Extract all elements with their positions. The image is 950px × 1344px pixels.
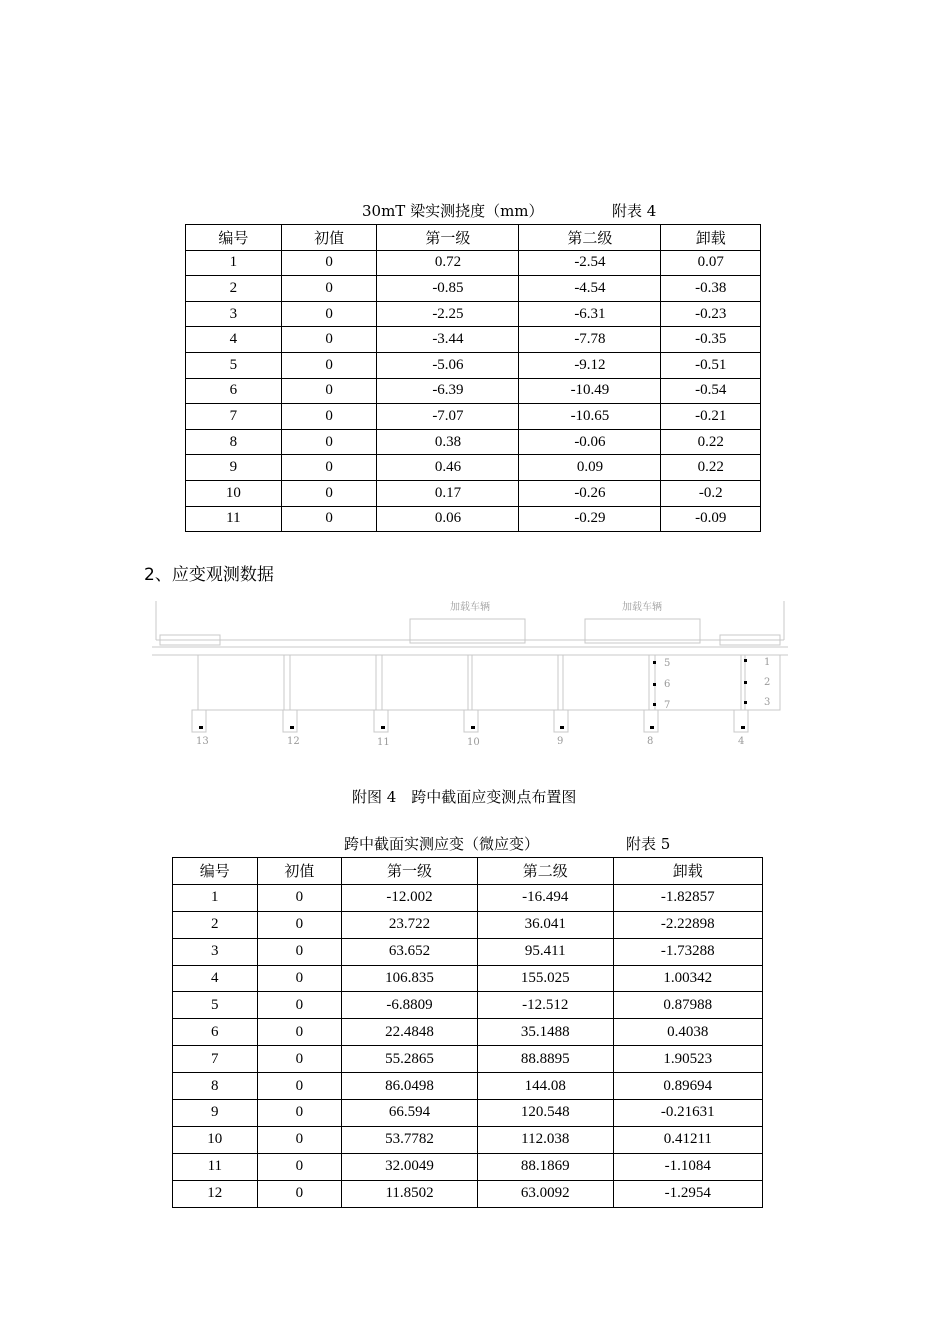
girder	[563, 655, 649, 710]
table-cell: 8	[173, 1073, 258, 1100]
gauge-label-4: 4	[738, 736, 745, 747]
table-cell: -10.65	[519, 404, 661, 430]
gauge-marker	[471, 726, 475, 729]
girder	[472, 655, 558, 710]
table-cell: 0	[257, 884, 342, 911]
table-cell: -0.21	[661, 404, 761, 430]
table-header-row	[186, 225, 761, 251]
table-cell: -0.54	[661, 378, 761, 404]
table-cell: 3	[173, 938, 258, 965]
table-cell: 11	[186, 506, 282, 532]
table-row	[173, 1153, 763, 1180]
gauge-marker	[381, 726, 385, 729]
vehicle-1	[410, 619, 525, 643]
table-cell: 8	[186, 429, 282, 455]
table4-number: 附表 4	[612, 202, 657, 220]
table-cell: 32.0049	[342, 1153, 478, 1180]
table-cell: 0	[281, 250, 377, 276]
figure-caption: 附图 4 跨中截面应变测点布置图	[352, 788, 577, 806]
table-row	[186, 404, 761, 430]
table-row	[173, 1073, 763, 1100]
table-cell: -4.54	[519, 276, 661, 302]
girder	[198, 655, 284, 710]
table-cell: 0	[281, 327, 377, 353]
table-cell: 0.09	[519, 455, 661, 481]
table-cell: -5.06	[377, 352, 519, 378]
table-cell: -6.39	[377, 378, 519, 404]
table-cell: 0	[281, 378, 377, 404]
header-level1: 第一级	[342, 858, 478, 885]
header-id: 编号	[173, 858, 258, 885]
table-row	[186, 429, 761, 455]
table-cell: -1.2954	[613, 1180, 762, 1207]
table-cell: -0.21631	[613, 1100, 762, 1127]
table-row	[173, 1126, 763, 1153]
table-cell: -10.49	[519, 378, 661, 404]
table-row	[173, 1100, 763, 1127]
table-cell: 22.4848	[342, 1019, 478, 1046]
table-cell: 112.038	[477, 1126, 613, 1153]
table-cell: 144.08	[477, 1073, 613, 1100]
table-cell: 0.41211	[613, 1126, 762, 1153]
gauge-marker	[560, 726, 564, 729]
gauge-marker	[650, 726, 654, 729]
table-row	[186, 352, 761, 378]
vehicle-2	[585, 619, 700, 643]
table5-number: 附表 5	[626, 835, 671, 853]
table-cell: -2.22898	[613, 911, 762, 938]
table-cell: 0.4038	[613, 1019, 762, 1046]
table-cell: 0	[281, 276, 377, 302]
gauge-marker	[744, 681, 747, 684]
gauge-label-9: 9	[557, 736, 564, 747]
table-cell: 0.06	[377, 506, 519, 532]
table-cell: 4	[186, 327, 282, 353]
girder	[290, 655, 376, 710]
table-cell: -0.2	[661, 480, 761, 506]
table-row	[186, 455, 761, 481]
gauge-label-5: 5	[664, 658, 671, 669]
table-cell: 6	[173, 1019, 258, 1046]
table-row	[186, 301, 761, 327]
deflection-table	[185, 224, 761, 532]
table-cell: 0.07	[661, 250, 761, 276]
gauge-label-8: 8	[647, 736, 654, 747]
table-cell: 0	[281, 301, 377, 327]
table-cell: 0	[281, 455, 377, 481]
gauge-label-2: 2	[764, 677, 771, 688]
table-header-row	[173, 858, 763, 885]
girder	[382, 655, 468, 710]
table-cell: 4	[173, 965, 258, 992]
gauge-label-12: 12	[287, 736, 300, 747]
gauge-marker	[744, 701, 747, 704]
table-row	[186, 276, 761, 302]
strain-table	[172, 857, 763, 1208]
table-row	[173, 965, 763, 992]
table-cell: -16.494	[477, 884, 613, 911]
table-cell: 0	[257, 1153, 342, 1180]
table-cell: -7.78	[519, 327, 661, 353]
table-cell: 9	[173, 1100, 258, 1127]
table-cell: 88.8895	[477, 1046, 613, 1073]
table-cell: 88.1869	[477, 1153, 613, 1180]
table-cell: -12.512	[477, 992, 613, 1019]
table-cell: 11.8502	[342, 1180, 478, 1207]
table-cell: -0.51	[661, 352, 761, 378]
gauge-label-6: 6	[664, 679, 671, 690]
table-row	[173, 992, 763, 1019]
table-cell: 0	[281, 429, 377, 455]
table4-title: 30mT 梁实测挠度（mm）	[362, 202, 544, 220]
table-cell: 0.87988	[613, 992, 762, 1019]
table-cell: 95.411	[477, 938, 613, 965]
table-cell: 0	[257, 1126, 342, 1153]
table-cell: 120.548	[477, 1100, 613, 1127]
table4-body	[186, 250, 761, 532]
table-cell: -2.25	[377, 301, 519, 327]
gauge-label-3: 3	[764, 697, 771, 708]
table-cell: 2	[186, 276, 282, 302]
table-cell: 0.22	[661, 429, 761, 455]
gauge-marker	[199, 726, 203, 729]
table-cell: -1.82857	[613, 884, 762, 911]
table-cell: -1.1084	[613, 1153, 762, 1180]
table-cell: 0	[257, 1019, 342, 1046]
table-cell: 3	[186, 301, 282, 327]
gauge-marker	[653, 703, 656, 706]
table-cell: 0.72	[377, 250, 519, 276]
table-cell: -0.35	[661, 327, 761, 353]
header-level2: 第二级	[477, 858, 613, 885]
table-row	[173, 1019, 763, 1046]
table-cell: 0.89694	[613, 1073, 762, 1100]
table-cell: 0	[257, 1073, 342, 1100]
header-level1: 第一级	[377, 225, 519, 251]
table-cell: 53.7782	[342, 1126, 478, 1153]
table-cell: 0	[281, 480, 377, 506]
section-heading: 2、应变观测数据	[144, 565, 274, 585]
table-cell: 0.38	[377, 429, 519, 455]
table-row	[186, 250, 761, 276]
table-cell: 86.0498	[342, 1073, 478, 1100]
table-cell: 1.90523	[613, 1046, 762, 1073]
table5-title: 跨中截面实测应变（微应变）	[344, 835, 540, 853]
table-row	[173, 884, 763, 911]
table-cell: 7	[173, 1046, 258, 1073]
header-unload: 卸载	[613, 858, 762, 885]
table-cell: 5	[173, 992, 258, 1019]
gauge-marker	[653, 683, 656, 686]
table-row	[186, 378, 761, 404]
gauge-label-10: 10	[467, 737, 480, 748]
table-cell: 106.835	[342, 965, 478, 992]
table-cell: -1.73288	[613, 938, 762, 965]
table-cell: 0	[257, 1046, 342, 1073]
table-cell: -0.06	[519, 429, 661, 455]
header-unload: 卸载	[661, 225, 761, 251]
table-cell: 1.00342	[613, 965, 762, 992]
table-cell: -0.09	[661, 506, 761, 532]
table-cell: 9	[186, 455, 282, 481]
gauge-label-11: 11	[377, 737, 390, 748]
table-cell: 23.722	[342, 911, 478, 938]
gauge-marker	[741, 726, 745, 729]
cross-section-diagram	[150, 595, 790, 755]
table-cell: 6	[186, 378, 282, 404]
table-row	[186, 327, 761, 353]
table-cell: -2.54	[519, 250, 661, 276]
girder	[745, 655, 780, 710]
table5-body	[173, 884, 763, 1207]
table-row	[173, 1046, 763, 1073]
gauge-label-13: 13	[196, 736, 209, 747]
table-cell: -0.85	[377, 276, 519, 302]
table-cell: -0.23	[661, 301, 761, 327]
table-cell: 7	[186, 404, 282, 430]
table-cell: 0.22	[661, 455, 761, 481]
table-cell: 0	[257, 1100, 342, 1127]
header-level2: 第二级	[519, 225, 661, 251]
table-cell: -3.44	[377, 327, 519, 353]
table-cell: 66.594	[342, 1100, 478, 1127]
table-cell: 10	[173, 1126, 258, 1153]
table-cell: 1	[173, 884, 258, 911]
vehicle-label-2: 加载车辆	[622, 602, 662, 613]
table-cell: 11	[173, 1153, 258, 1180]
table-cell: 0	[257, 911, 342, 938]
table-cell: -6.8809	[342, 992, 478, 1019]
table-cell: 1	[186, 250, 282, 276]
table-cell: 35.1488	[477, 1019, 613, 1046]
table-cell: 12	[173, 1180, 258, 1207]
table-cell: 0	[257, 938, 342, 965]
table-row	[173, 1180, 763, 1207]
header-initial: 初值	[281, 225, 377, 251]
table-cell: -6.31	[519, 301, 661, 327]
gauge-label-1: 1	[764, 657, 771, 668]
table-cell: 0.17	[377, 480, 519, 506]
header-initial: 初值	[257, 858, 342, 885]
table-cell: 36.041	[477, 911, 613, 938]
table-cell: -0.38	[661, 276, 761, 302]
gauge-label-7: 7	[664, 700, 671, 711]
table-cell: -0.29	[519, 506, 661, 532]
table-cell: 0	[281, 506, 377, 532]
table-cell: 0	[257, 965, 342, 992]
table-cell: 63.0092	[477, 1180, 613, 1207]
table-cell: -12.002	[342, 884, 478, 911]
table-row	[173, 938, 763, 965]
table-cell: 2	[173, 911, 258, 938]
gauge-marker	[653, 661, 656, 664]
table-cell: 155.025	[477, 965, 613, 992]
table-cell: 0.46	[377, 455, 519, 481]
table-cell: 0	[281, 404, 377, 430]
table-cell: 0	[281, 352, 377, 378]
table-cell: 5	[186, 352, 282, 378]
vehicle-label-1: 加载车辆	[450, 602, 490, 613]
table-cell: 63.652	[342, 938, 478, 965]
table-cell: -0.26	[519, 480, 661, 506]
table-row	[173, 911, 763, 938]
gauge-marker	[290, 726, 294, 729]
table-cell: 0	[257, 992, 342, 1019]
header-id: 编号	[186, 225, 282, 251]
table-cell: 0	[257, 1180, 342, 1207]
gauge-marker	[744, 659, 747, 662]
table-cell: 55.2865	[342, 1046, 478, 1073]
table-row	[186, 506, 761, 532]
table-cell: -7.07	[377, 404, 519, 430]
table-row	[186, 480, 761, 506]
table-cell: 10	[186, 480, 282, 506]
table-cell: -9.12	[519, 352, 661, 378]
